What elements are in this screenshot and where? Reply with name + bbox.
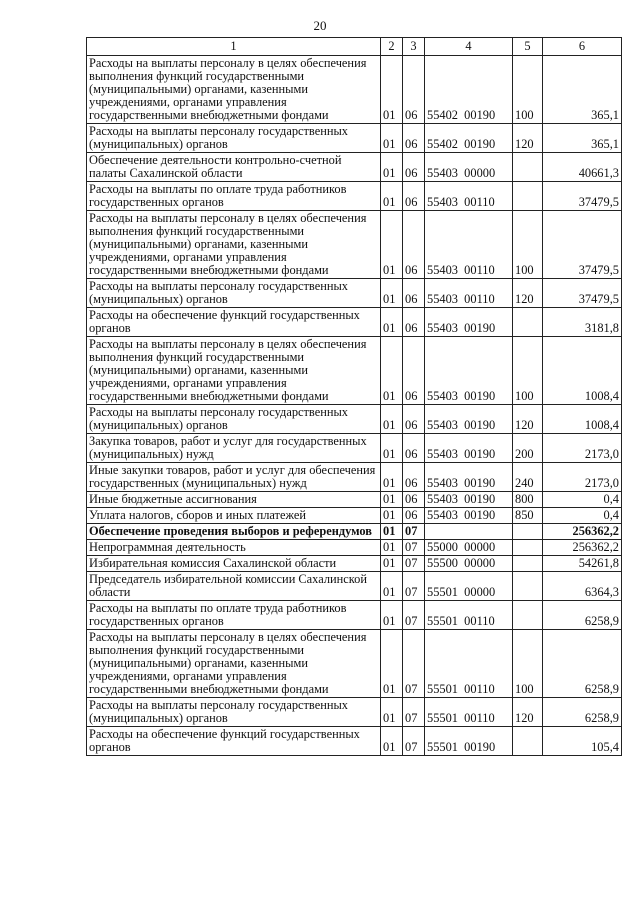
target-article-cell: 55500 00000 xyxy=(425,556,513,572)
amount-cell: 0,4 xyxy=(543,508,622,524)
expense-name-cell: Избирательная комиссия Сахалинской области xyxy=(87,556,381,572)
amount-cell: 6258,9 xyxy=(543,601,622,630)
column-header: 1 xyxy=(87,38,381,56)
subsection-code-cell: 06 xyxy=(403,508,425,524)
amount-cell: 6258,9 xyxy=(543,630,622,698)
subsection-code-cell: 07 xyxy=(403,601,425,630)
table-row xyxy=(87,540,622,556)
expense-type-cell xyxy=(513,153,543,182)
amount-cell: 2173,0 xyxy=(543,434,622,463)
table-row xyxy=(87,308,622,337)
expense-type-cell: 120 xyxy=(513,124,543,153)
target-article-cell: 55402 00190 xyxy=(425,56,513,124)
amount-cell: 6258,9 xyxy=(543,698,622,727)
section-code-cell: 01 xyxy=(381,630,403,698)
subsection-code-cell: 06 xyxy=(403,124,425,153)
expense-type-cell: 120 xyxy=(513,405,543,434)
amount-cell: 256362,2 xyxy=(543,540,622,556)
page-number: 20 xyxy=(313,18,327,33)
table-row xyxy=(87,556,622,572)
target-article-cell: 55501 00190 xyxy=(425,727,513,756)
subsection-code-cell: 06 xyxy=(403,211,425,279)
expense-name-cell: Обеспечение деятельности контрольно-счетной палаты Сахалинской области xyxy=(87,153,381,182)
target-article-cell: 55403 00000 xyxy=(425,153,513,182)
target-article-cell: 55403 00110 xyxy=(425,279,513,308)
section-code-cell: 01 xyxy=(381,405,403,434)
table-row xyxy=(87,279,622,308)
amount-cell: 105,4 xyxy=(543,727,622,756)
section-code-cell: 01 xyxy=(381,182,403,211)
section-code-cell: 01 xyxy=(381,434,403,463)
subsection-code-cell: 06 xyxy=(403,279,425,308)
section-code-cell: 01 xyxy=(381,556,403,572)
header-row xyxy=(87,38,622,56)
expense-type-cell: 100 xyxy=(513,337,543,405)
expense-type-cell: 120 xyxy=(513,279,543,308)
section-code-cell: 01 xyxy=(381,572,403,601)
expense-type-cell: 800 xyxy=(513,492,543,508)
target-article-cell: 55501 00110 xyxy=(425,698,513,727)
target-article-cell: 55403 00190 xyxy=(425,405,513,434)
subsection-code-cell: 06 xyxy=(403,405,425,434)
subsection-code-cell: 06 xyxy=(403,492,425,508)
expense-name-cell: Расходы на выплаты персоналу государственных (муниципальных) органов xyxy=(87,405,381,434)
section-code-cell: 01 xyxy=(381,211,403,279)
table-row xyxy=(87,601,622,630)
target-article-cell: 55501 00110 xyxy=(425,630,513,698)
target-article-cell: 55000 00000 xyxy=(425,540,513,556)
expense-type-cell: 100 xyxy=(513,56,543,124)
amount-cell: 37479,5 xyxy=(543,182,622,211)
section-code-cell: 01 xyxy=(381,492,403,508)
table-row xyxy=(87,153,622,182)
amount-cell: 37479,5 xyxy=(543,211,622,279)
expense-name-cell: Уплата налогов, сборов и иных платежей xyxy=(87,508,381,524)
amount-cell: 3181,8 xyxy=(543,308,622,337)
amount-cell: 1008,4 xyxy=(543,405,622,434)
expense-name-cell: Иные бюджетные ассигнования xyxy=(87,492,381,508)
expense-name-cell: Обеспечение проведения выборов и референдумов xyxy=(87,524,381,540)
table-row xyxy=(87,492,622,508)
amount-cell: 1008,4 xyxy=(543,337,622,405)
expense-type-cell xyxy=(513,182,543,211)
table-row xyxy=(87,211,622,279)
amount-cell: 54261,8 xyxy=(543,556,622,572)
table-row xyxy=(87,630,622,698)
table-row xyxy=(87,508,622,524)
target-article-cell: 55403 00190 xyxy=(425,492,513,508)
section-code-cell: 01 xyxy=(381,727,403,756)
expense-name-cell: Непрограммная деятельность xyxy=(87,540,381,556)
expense-type-cell: 100 xyxy=(513,211,543,279)
section-code-cell: 01 xyxy=(381,601,403,630)
target-article-cell: 55501 00000 xyxy=(425,572,513,601)
expense-name-cell: Председатель избирательной комиссии Сахалинской области xyxy=(87,572,381,601)
expense-name-cell: Иные закупки товаров, работ и услуг для обеспечения государственных (муниципальных) нужд xyxy=(87,463,381,492)
expense-type-cell xyxy=(513,524,543,540)
target-article-cell: 55402 00190 xyxy=(425,124,513,153)
target-article-cell: 55403 00190 xyxy=(425,337,513,405)
amount-cell: 365,1 xyxy=(543,124,622,153)
target-article-cell: 55403 00190 xyxy=(425,308,513,337)
expense-name-cell: Расходы на выплаты по оплате труда работников государственных органов xyxy=(87,601,381,630)
budget-table xyxy=(86,37,622,756)
expense-type-cell: 240 xyxy=(513,463,543,492)
subsection-code-cell: 06 xyxy=(403,463,425,492)
table-row xyxy=(87,337,622,405)
expense-name-cell: Закупка товаров, работ и услуг для государственных (муниципальных) нужд xyxy=(87,434,381,463)
expense-type-cell: 200 xyxy=(513,434,543,463)
subsection-code-cell: 06 xyxy=(403,434,425,463)
section-code-cell: 01 xyxy=(381,153,403,182)
table-row xyxy=(87,56,622,124)
subsection-code-cell: 06 xyxy=(403,56,425,124)
table-row xyxy=(87,524,622,540)
expense-name-cell: Расходы на выплаты персоналу государственных (муниципальных) органов xyxy=(87,279,381,308)
expense-type-cell xyxy=(513,572,543,601)
expense-name-cell: Расходы на обеспечение функций государственных органов xyxy=(87,308,381,337)
table-row xyxy=(87,572,622,601)
table-row xyxy=(87,463,622,492)
section-code-cell: 01 xyxy=(381,56,403,124)
amount-cell: 40661,3 xyxy=(543,153,622,182)
column-header: 3 xyxy=(403,38,425,56)
expense-name-cell: Расходы на выплаты персоналу в целях обеспечения выполнения функций государственными (муниципальными) органами, казенными учреждениями, органами управления государственными внебюджетными фондами xyxy=(87,630,381,698)
subsection-code-cell: 07 xyxy=(403,556,425,572)
section-code-cell: 01 xyxy=(381,463,403,492)
subsection-code-cell: 07 xyxy=(403,572,425,601)
target-article-cell: 55403 00110 xyxy=(425,211,513,279)
expense-name-cell: Расходы на выплаты персоналу в целях обеспечения выполнения функций государственными (муниципальными) органами, казенными учреждениями, органами управления государственными внебюджетными фондами xyxy=(87,56,381,124)
amount-cell: 256362,2 xyxy=(543,524,622,540)
expense-type-cell: 850 xyxy=(513,508,543,524)
table-row xyxy=(87,727,622,756)
amount-cell: 0,4 xyxy=(543,492,622,508)
section-code-cell: 01 xyxy=(381,124,403,153)
expense-type-cell xyxy=(513,727,543,756)
subsection-code-cell: 07 xyxy=(403,727,425,756)
subsection-code-cell: 07 xyxy=(403,524,425,540)
expense-name-cell: Расходы на выплаты персоналу государственных (муниципальных) органов xyxy=(87,698,381,727)
subsection-code-cell: 07 xyxy=(403,630,425,698)
subsection-code-cell: 06 xyxy=(403,308,425,337)
expense-name-cell: Расходы на выплаты по оплате труда работников государственных органов xyxy=(87,182,381,211)
subsection-code-cell: 06 xyxy=(403,153,425,182)
table-row xyxy=(87,182,622,211)
table-row xyxy=(87,124,622,153)
column-header: 2 xyxy=(381,38,403,56)
section-code-cell: 01 xyxy=(381,540,403,556)
target-article-cell: 55501 00110 xyxy=(425,601,513,630)
expense-type-cell: 120 xyxy=(513,698,543,727)
section-code-cell: 01 xyxy=(381,698,403,727)
target-article-cell: 55403 00190 xyxy=(425,508,513,524)
column-header: 6 xyxy=(543,38,622,56)
table-row xyxy=(87,698,622,727)
section-code-cell: 01 xyxy=(381,279,403,308)
amount-cell: 2173,0 xyxy=(543,463,622,492)
expense-name-cell: Расходы на выплаты персоналу в целях обеспечения выполнения функций государственными (муниципальными) органами, казенными учреждениями, органами управления государственными внебюджетными фондами xyxy=(87,337,381,405)
section-code-cell: 01 xyxy=(381,337,403,405)
subsection-code-cell: 06 xyxy=(403,182,425,211)
expense-type-cell: 100 xyxy=(513,630,543,698)
section-code-cell: 01 xyxy=(381,308,403,337)
table-row xyxy=(87,405,622,434)
target-article-cell xyxy=(425,524,513,540)
amount-cell: 37479,5 xyxy=(543,279,622,308)
expense-name-cell: Расходы на обеспечение функций государственных органов xyxy=(87,727,381,756)
amount-cell: 365,1 xyxy=(543,56,622,124)
amount-cell: 6364,3 xyxy=(543,572,622,601)
target-article-cell: 55403 00190 xyxy=(425,463,513,492)
subsection-code-cell: 06 xyxy=(403,337,425,405)
section-code-cell: 01 xyxy=(381,524,403,540)
expense-name-cell: Расходы на выплаты персоналу государственных (муниципальных) органов xyxy=(87,124,381,153)
subsection-code-cell: 07 xyxy=(403,540,425,556)
subsection-code-cell: 07 xyxy=(403,698,425,727)
section-code-cell: 01 xyxy=(381,508,403,524)
table-row xyxy=(87,434,622,463)
column-header: 4 xyxy=(425,38,513,56)
expense-name-cell: Расходы на выплаты персоналу в целях обеспечения выполнения функций государственными (муниципальными) органами, казенными учреждениями, органами управления государственными внебюджетными фондами xyxy=(87,211,381,279)
expense-type-cell xyxy=(513,308,543,337)
column-header: 5 xyxy=(513,38,543,56)
expense-type-cell xyxy=(513,540,543,556)
target-article-cell: 55403 00190 xyxy=(425,434,513,463)
expense-type-cell xyxy=(513,601,543,630)
expense-type-cell xyxy=(513,556,543,572)
target-article-cell: 55403 00110 xyxy=(425,182,513,211)
